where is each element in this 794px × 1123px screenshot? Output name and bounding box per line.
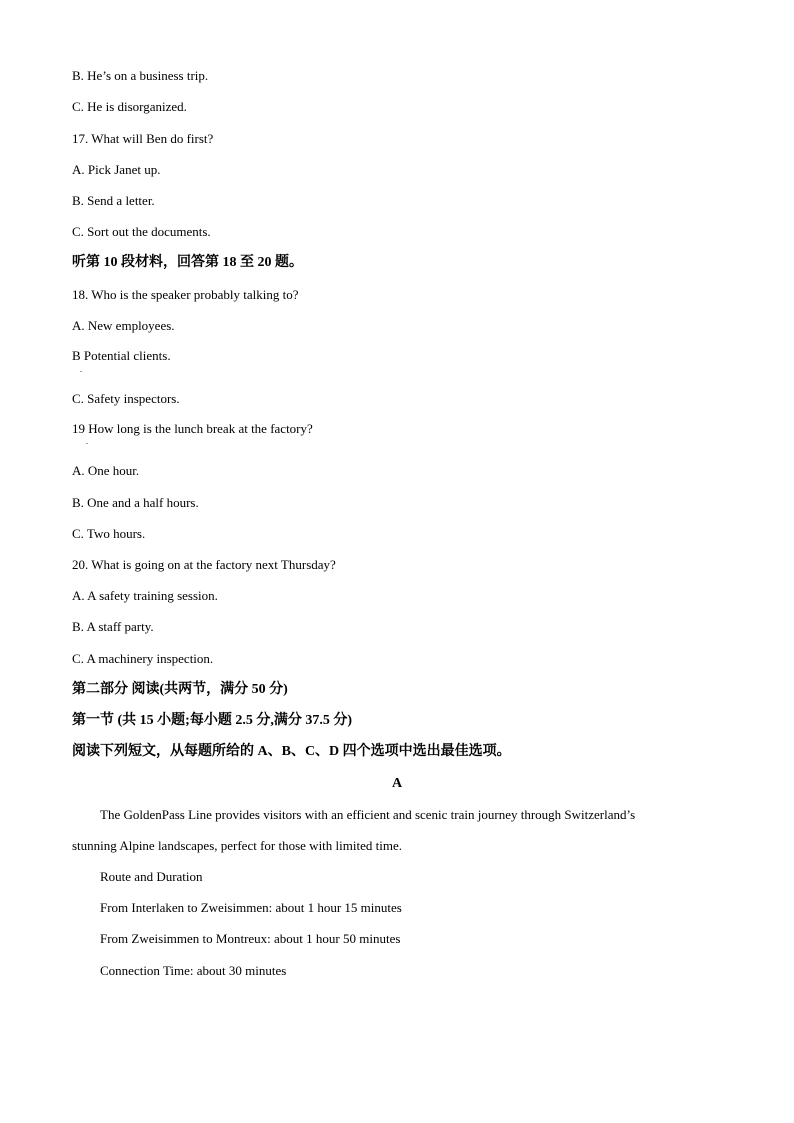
question-20: 20. What is going on at the factory next Thursday? [72, 557, 336, 572]
stray-dot: . [86, 437, 88, 446]
route-segment-1: From Interlaken to Zweisimmen: about 1 hour 15 minutes [100, 900, 402, 915]
section-one-heading: 第一节 (共 15 小题;每小题 2.5 分,满分 37.5 分) [72, 713, 352, 728]
option-17b: B. Send a letter. [72, 193, 155, 208]
passage-title: A [391, 776, 403, 791]
part-two-heading: 第二部分 阅读(共两节，满分 50 分) [72, 682, 288, 697]
option-19b: B. One and a half hours. [72, 495, 199, 510]
option-19c: C. Two hours. [72, 526, 146, 541]
option-17a: A. Pick Janet up. [72, 162, 161, 177]
question-18: 18. Who is the speaker probably talking to? [72, 287, 299, 302]
option-18c: C. Safety inspectors. [72, 391, 180, 406]
question-19: 19 How long is the lunch break at the factory? [72, 421, 313, 436]
option-16b: B. He’s on a business trip. [72, 68, 209, 83]
question-17: 17. What will Ben do first? [72, 131, 214, 146]
option-17c: C. Sort out the documents. [72, 224, 211, 239]
option-18a: A. New employees. [72, 318, 175, 333]
route-segment-2: From Zweisimmen to Montreux: about 1 hour 50 minutes [100, 931, 401, 946]
connection-time: Connection Time: about 30 minutes [100, 963, 287, 978]
option-18b: B Potential clients. [72, 348, 171, 363]
option-20a: A. A safety training session. [72, 588, 218, 603]
stray-dot: . [80, 365, 82, 374]
passage-paragraph-line-1: The GoldenPass Line provides visitors with an efficient and scenic train journey through Switzerland’s [100, 807, 636, 822]
route-heading: Route and Duration [100, 869, 203, 884]
reading-instructions: 阅读下列短文，从每题所给的 A、B、C、D 四个选项中选出最佳选项。 [72, 744, 511, 759]
option-20c: C. A machinery inspection. [72, 651, 214, 666]
option-16c: C. He is disorganized. [72, 99, 187, 114]
passage-paragraph-line-2: stunning Alpine landscapes, perfect for those with limited time. [72, 838, 402, 853]
section-heading-material-10: 听第 10 段材料，回答第 18 至 20 题。 [72, 255, 303, 270]
option-20b: B. A staff party. [72, 619, 154, 634]
option-19a: A. One hour. [72, 463, 140, 478]
